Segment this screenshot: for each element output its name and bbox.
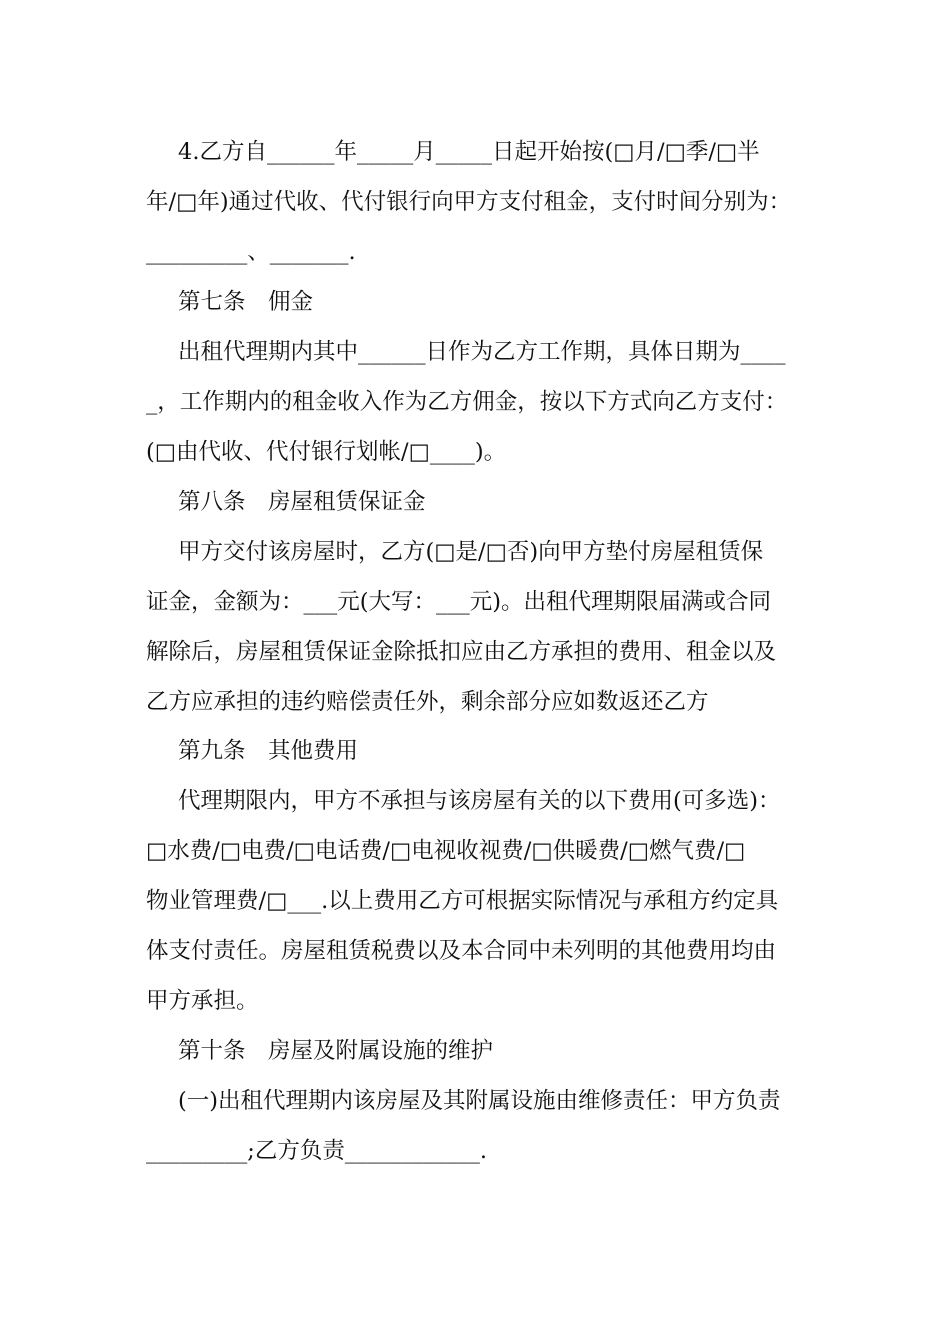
paragraph-line: (□由代收、代付银行划帐/□____)。 [146,439,507,465]
section-heading: 第九条 其他费用 [178,738,359,764]
paragraph-line: 代理期限内，甲方不承担与该房屋有关的以下费用(可多选)： [178,788,781,814]
paragraph-line: 年/□年)通过代收、代付银行向甲方支付租金，支付时间分别为： [146,189,792,215]
section-heading: 第十条 房屋及附属设施的维护 [178,1038,494,1064]
section-heading: 第八条 房屋租赁保证金 [178,489,426,515]
paragraph-line: 出租代理期内其中______日作为乙方工作期，具体日期为____ [178,339,786,365]
section-heading: 第七条 佣金 [178,289,314,315]
paragraph-line: 4.乙方自______年_____月_____日起开始按(□月/□季/□半 [178,139,760,165]
paragraph-line: □水费/□电费/□电话费/□电视收视费/□供暖费/□燃气费/□ [146,838,746,864]
paragraph-line: 解除后，房屋租赁保证金除抵扣应由乙方承担的费用、租金以及 [146,639,777,665]
paragraph-line: 甲方交付该房屋时，乙方(□是/□否)向甲方垫付房屋租赁保 [178,539,764,565]
paragraph-line: (一)出租代理期内该房屋及其附属设施由维修责任：甲方负责 [178,1088,781,1114]
paragraph-line: 乙方应承担的违约赔偿责任外，剩余部分应如数返还乙方 [146,689,709,715]
paragraph-line: 体支付责任。房屋租赁税费以及本合同中未列明的其他费用均由 [146,938,777,964]
paragraph-line: 物业管理费/□___.以上费用乙方可根据实际情况与承租方约定具 [146,888,779,914]
paragraph-line: _________;乙方负责____________. [146,1138,487,1164]
paragraph-line: 证金，金额为：___元(大写：___元)。出租代理期限届满或合同 [146,589,772,615]
paragraph-line: _________、_______. [146,239,356,265]
paragraph-line: _，工作期内的租金收入作为乙方佣金，按以下方式向乙方支付： [146,389,788,415]
paragraph-line: 甲方承担。 [146,988,259,1014]
